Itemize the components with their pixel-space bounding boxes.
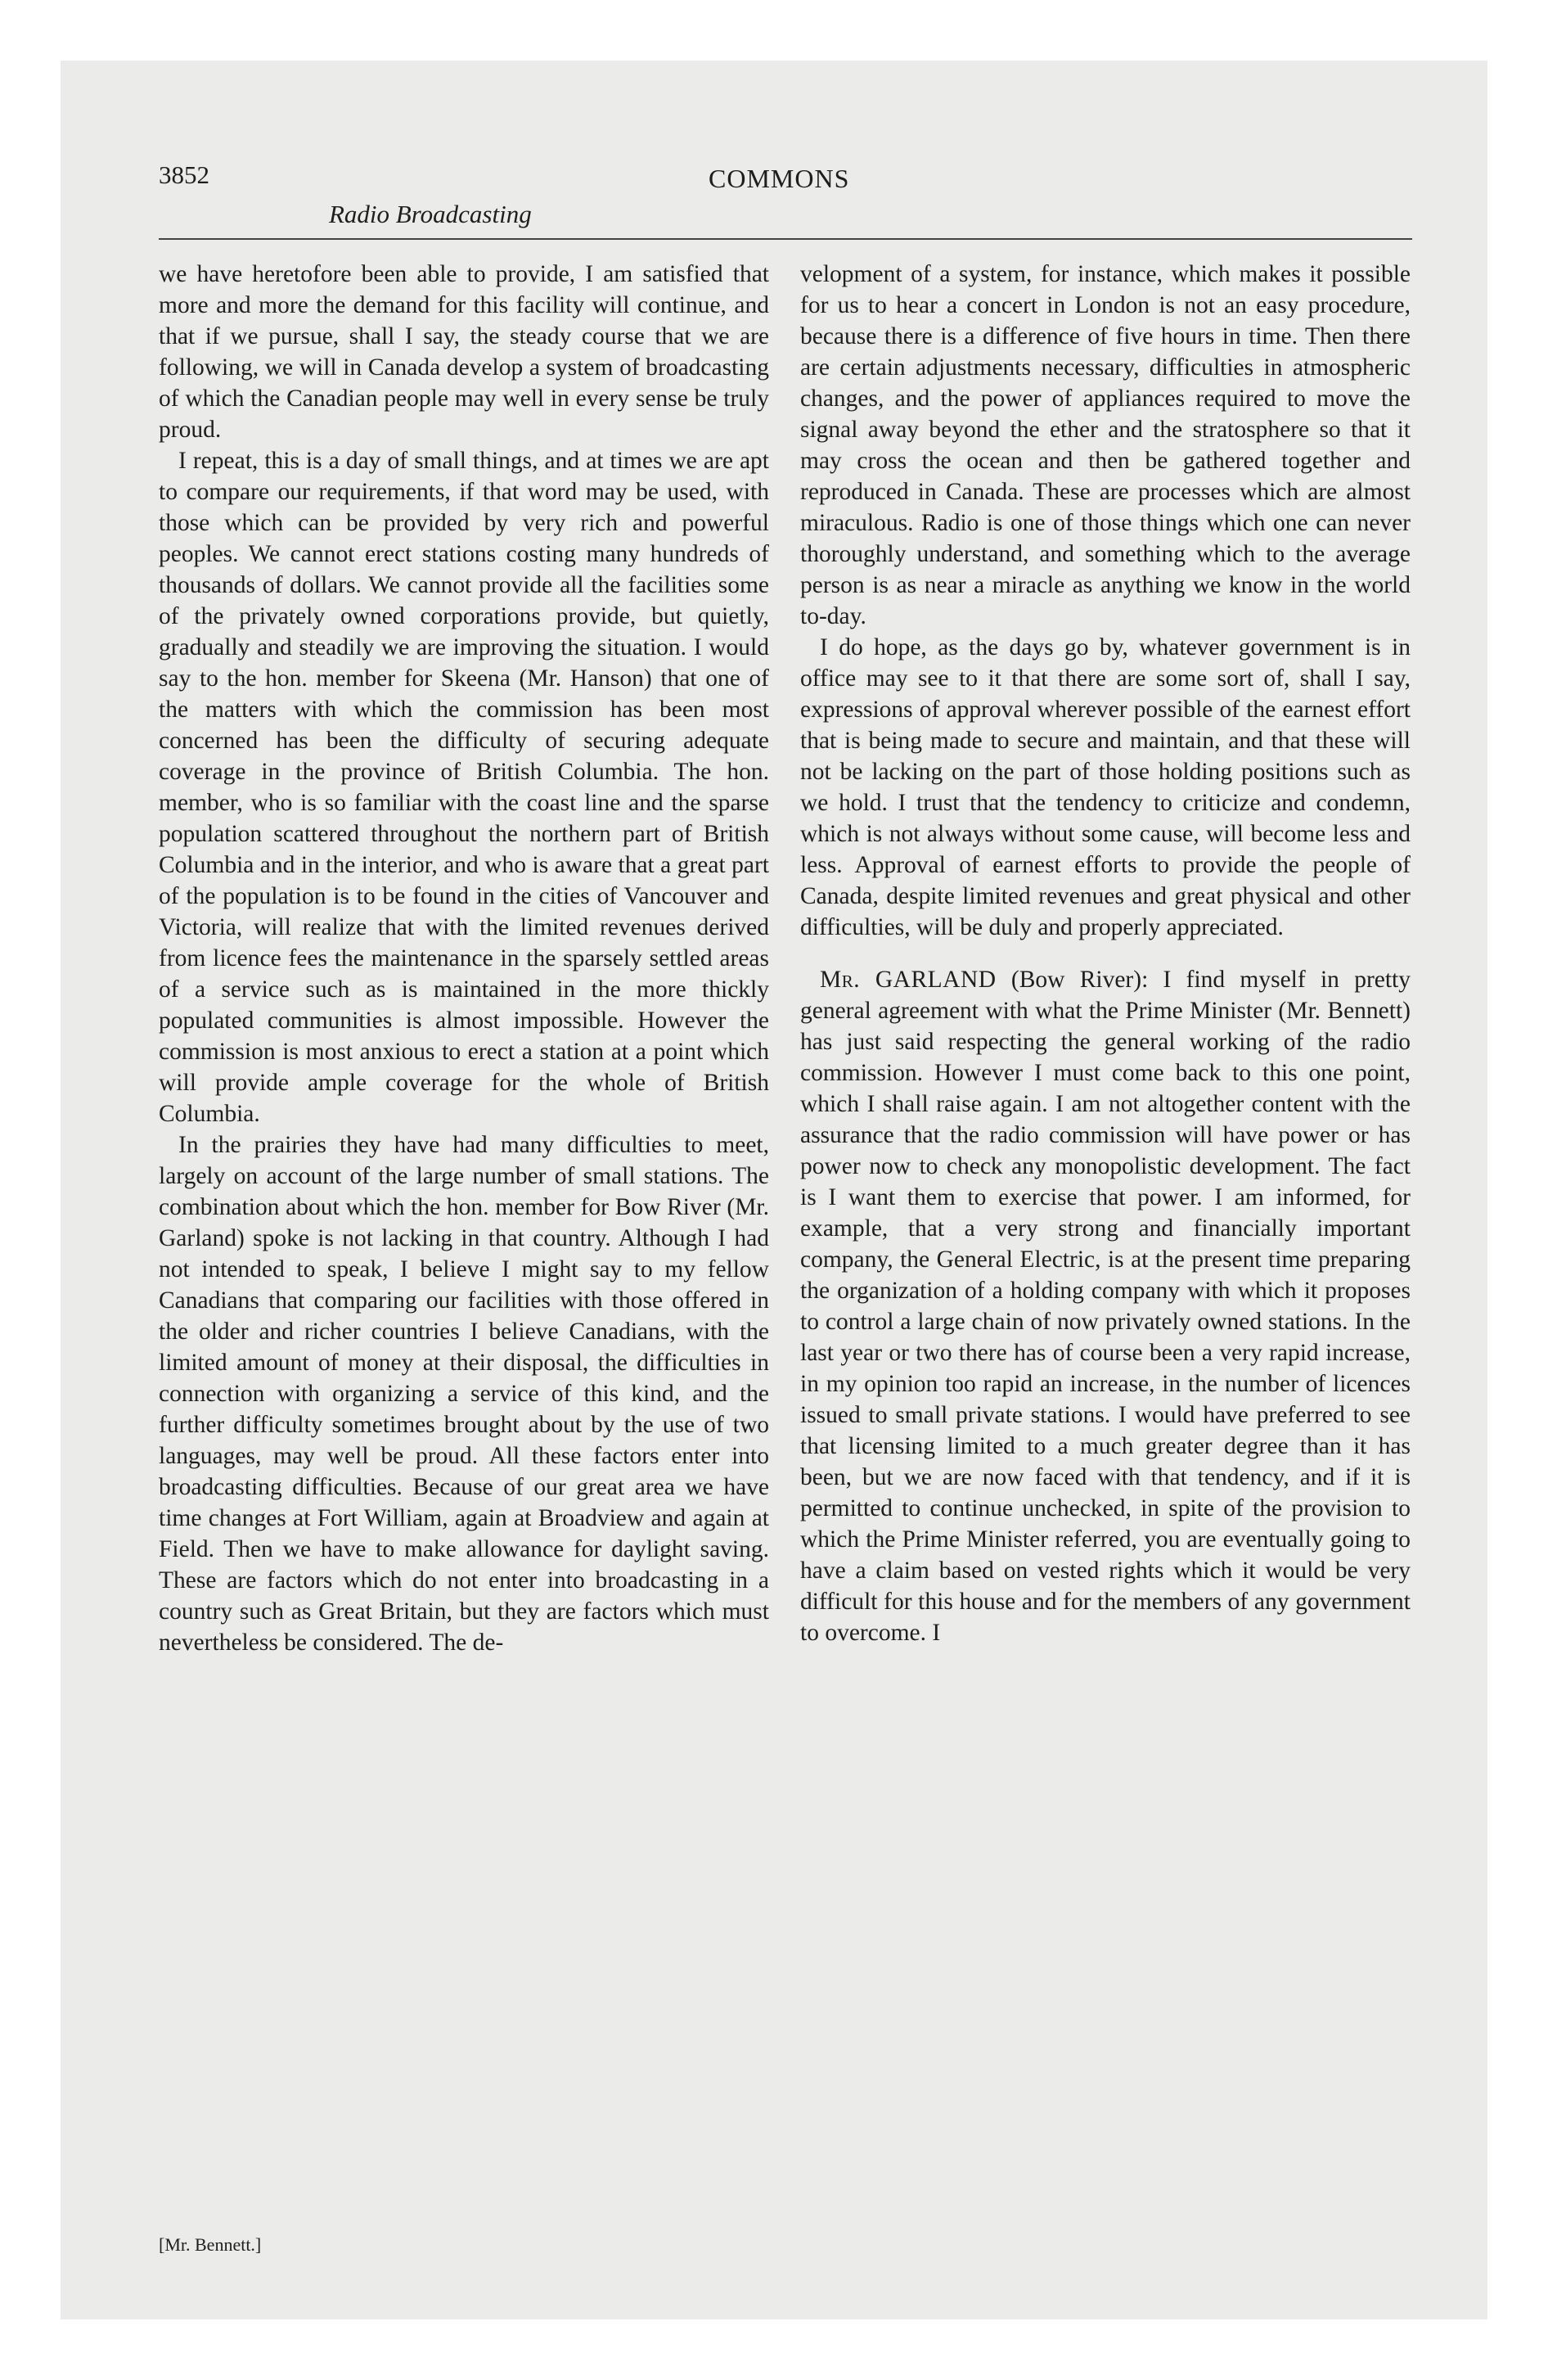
paragraph: In the prairies they have had many difficulties to meet, largely on account of the large number of small stations. The combination about which the hon. member for Bow River (Mr. Garland) spoke is not lacking in that country. Although I had not intended to speak, I believe I might say to my fellow Canadians that comparing our facilities with those offered in the older and richer countries I believe Canadians, with the limited amount of money at their disposal, the difficulties in connection with organizing a service of this kind, and the further difficulty sometimes brought about by the use of two languages, may well be proud. All these factors enter into broadcasting difficulties. Because of our great area we have time changes at Fort William, again at Broadview and again at Field. Then we have to make allowance for daylight saving. These are factors which do not enter into broadcasting in a country such as Great Britain, but they are factors which must nevertheless be considered. The de- [159, 1132, 769, 1656]
speaker-constituency: (Bow River): [996, 967, 1163, 993]
header-rule [159, 238, 1412, 240]
chamber-name: COMMONS [709, 164, 850, 193]
paragraph: I repeat, this is a day of small things, and at times we are apt to compare our requirements, if that word may be used, with those which can be provided by very rich and powerful peoples. We cannot erect stations costing many hundreds of thousands of dollars. We cannot provide all the facilities some of the privately owned corporations provide, but quietly, gradually and steadily we are improving the situation. I would say to the hon. member for Skeena (Mr. Hanson) that one of the matters with which the commission has been most concerned has been the difficulty of securing adequate coverage in the province of British Columbia. The hon. member, who is so familiar with the coast line and the sparse population scattered throughout the northern part of British Columbia and in the interior, and who is aware that a great part of the population is to be found in the cities of Vancouver and Victoria, will realize that with the limited revenues derived from licence fees the maintenance in the sparsely settled areas of a service such as is maintained in the more thickly populated communities is almost impossible. However the commission is most anxious to erect a station at a point which will provide ample coverage for the whole of British Columbia. [159, 448, 769, 1127]
paragraph: we have heretofore been able to provide, I am satisfied that more and more the demand for this facility will continue, and that if we pursue, shall I say, the steady course that we are following, we will in Canada develop a system of broadcasting of which the Canadian people may well in every sense be truly proud. [159, 261, 769, 443]
right-column [800, 259, 1411, 1648]
paragraph: velopment of a system, for instance, which makes it possible for us to hear a concert in London is not an easy procedure, because there is a difference of five hours in time. Then there are certain adjustments necessary, difficulties in atmospheric changes, and the power of appliances required to move the signal away beyond the ether and the stratosphere so that it may cross the ocean and then be gathered together and reproduced in Canada. These are processes which are almost miraculous. Radio is one of those things which one can never thoroughly understand, and something which to the average person is as near a miracle as anything we know in the world to-day. [800, 261, 1411, 629]
footer-speaker-name: [Mr. Bennett.] [159, 2234, 262, 2255]
paragraph: I do hope, as the days go by, whatever government is in office may see to it that there are some sort of, shall I say, expressions of approval wherever possible of the earnest effort that is being made to secure and maintain, and that these will not be lacking on the part of those holding positions such as we hold. I trust that the tendency to criticize and condemn, which is not always without some cause, will become less and less. Approval of earnest efforts to provide the people of Canada, despite limited revenues and great physical and other difficulties, will be duly and properly appreciated. [800, 634, 1411, 940]
page-number: 3852 [159, 160, 209, 189]
hansard-page [159, 156, 1412, 2255]
speech-paragraph [800, 964, 1411, 1648]
running-head [159, 156, 1412, 237]
speech-text: I find myself in pretty general agreement with what the Prime Minister (Mr. Bennett) has just said respecting the general working of the radio commission. However I must come back to this one point, which I shall raise again. I am not altogether content with the assurance that the radio commission will have power or has power now to check any monopolistic development. The fact is I want them to exercise that power. I am informed, for example, that a very strong and financially important company, the General Electric, is at the present time preparing the organization of a holding company with which it proposes to control a large chain of now privately owned stations. In the last year or two there has of course been a very rapid increase, in my opinion too rapid an increase, in the number of licences issued to small private stations. I would have preferred to see that licensing limited to a much greater degree than it has been, but we are now faced with that tendency, and if it is permitted to continue unchecked, in spite of the provision to which the Prime Minister referred, you are eventually going to have a claim based on vested rights which it would be very difficult for this house and for the members of any government to overcome. I [800, 967, 1411, 1646]
speaker-name: Mr. GARLAND [820, 967, 997, 993]
section-title: Radio Broadcasting [329, 200, 532, 228]
left-column [159, 259, 769, 1658]
